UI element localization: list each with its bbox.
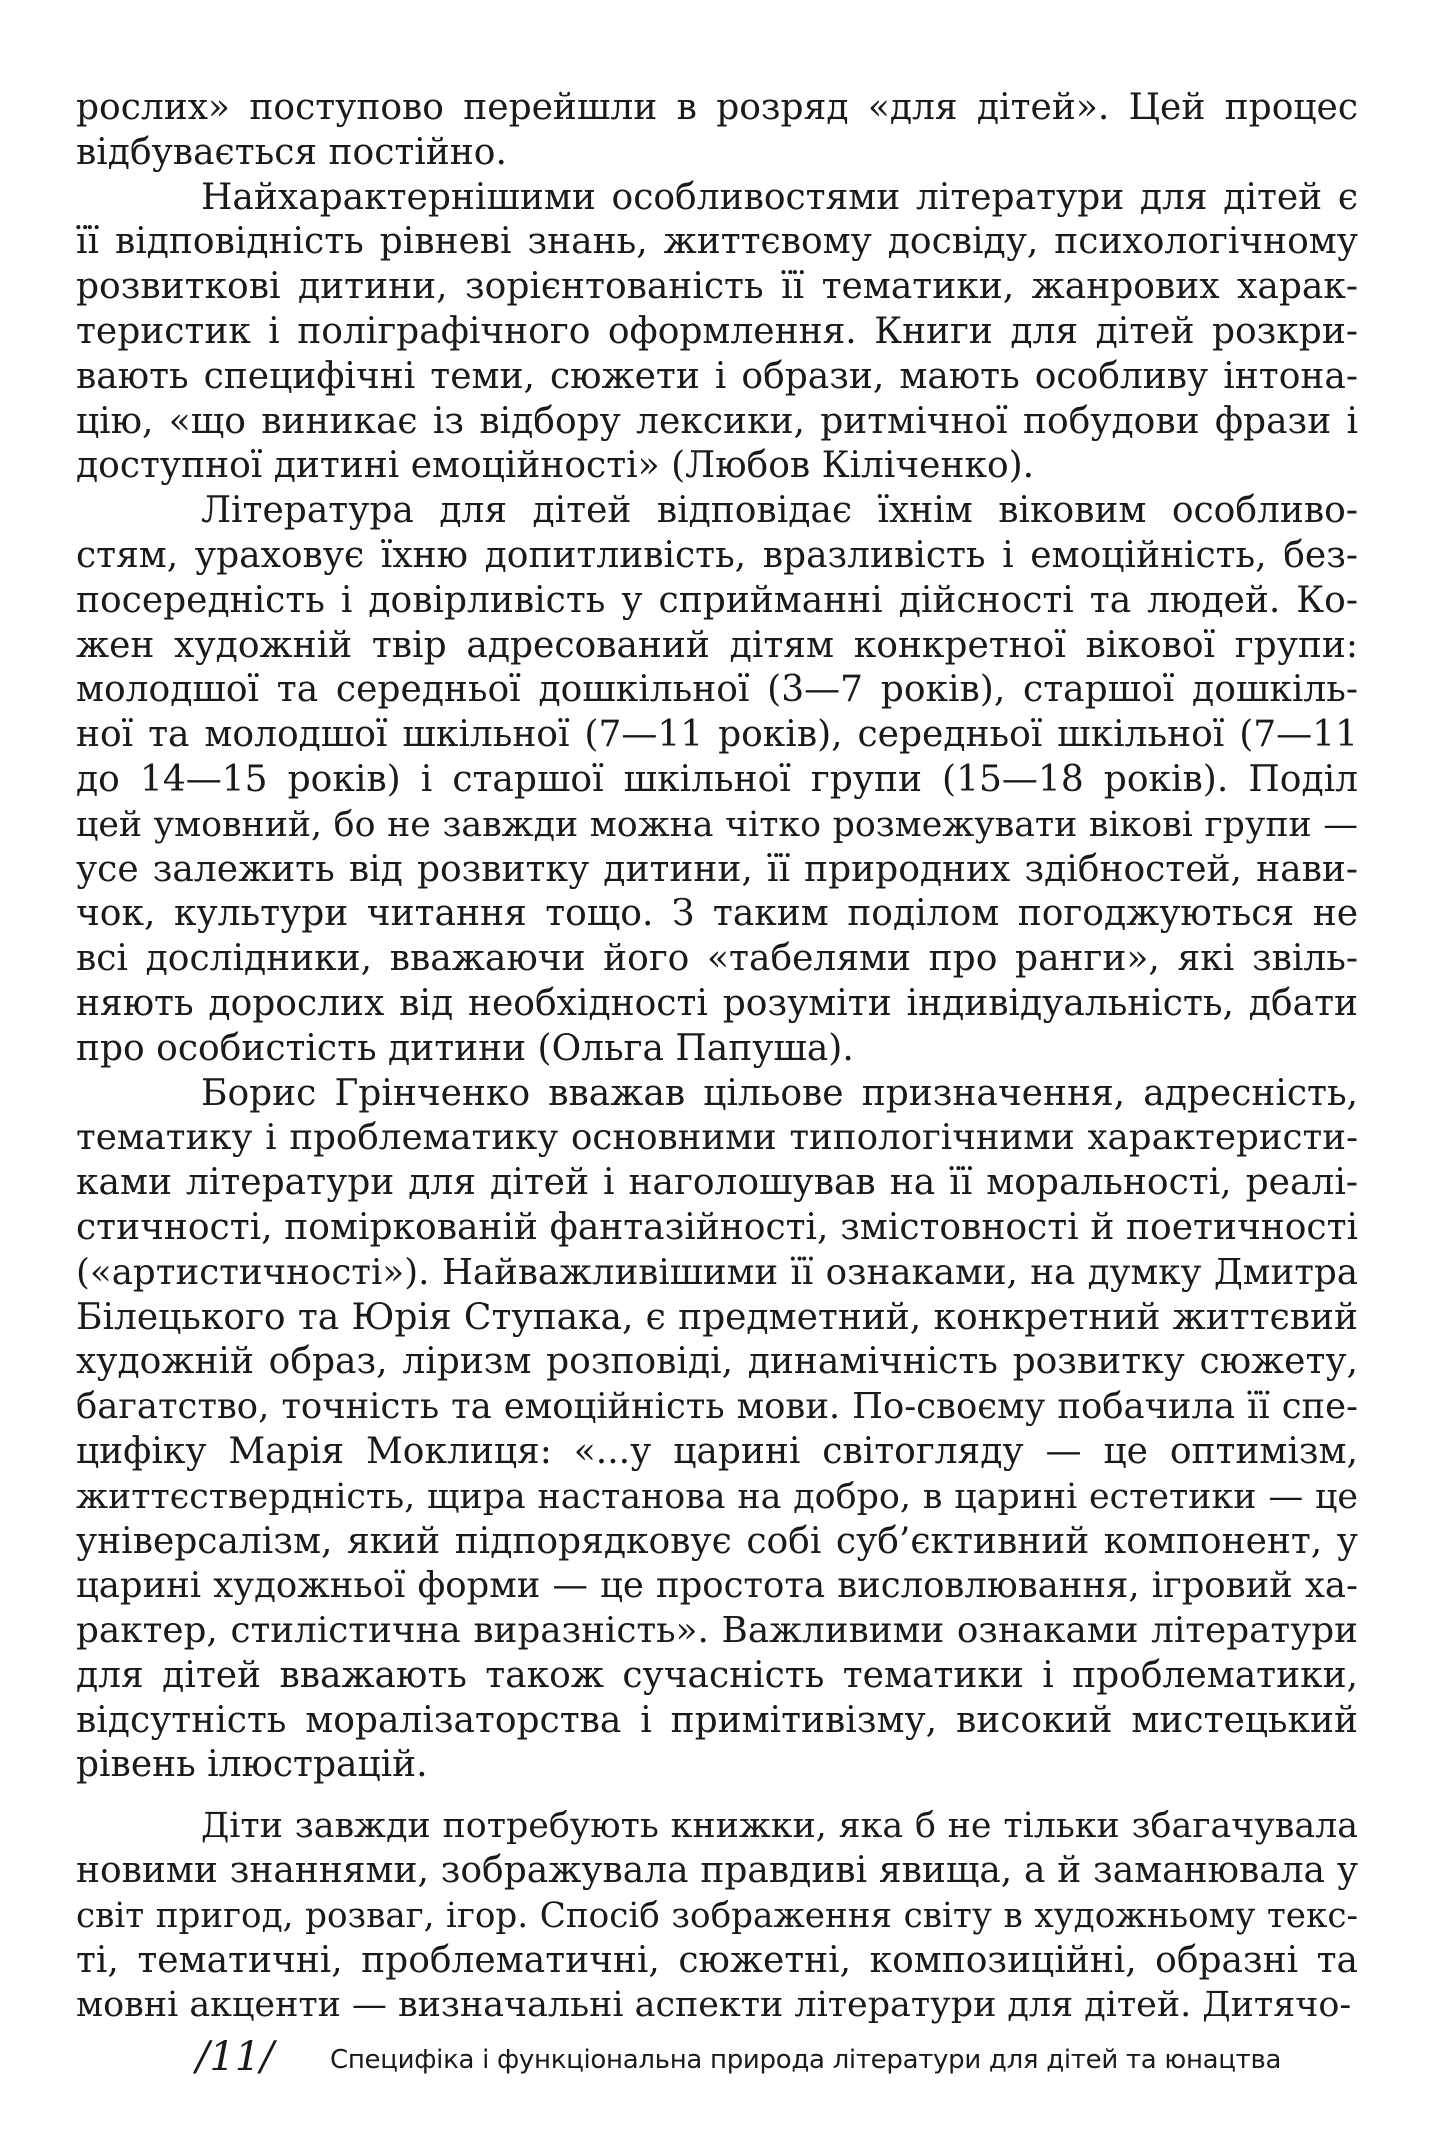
text-line: рівень ілюстрацій. xyxy=(76,1744,428,1786)
text-line: рослих» поступово перейшли в розряд «для дітей». Цей процес xyxy=(76,87,1358,128)
body-text xyxy=(76,86,1358,2028)
paragraph xyxy=(76,86,1358,176)
page-footer xyxy=(196,2032,1296,2088)
text-line: стичності, поміркованій фантазійності, змістовності й поетичності xyxy=(76,1206,1358,1248)
page-number: /11/ xyxy=(196,2034,274,2080)
text-line: стям, ураховує їхню допитливість, вразливість і емоційність, без- xyxy=(76,534,1358,576)
text-line: теристик і поліграфічного оформлення. Книги для дітей розкри- xyxy=(76,310,1358,352)
text-line: цію, «що виникає із відбору лексики, ритмічної побудови фрази і xyxy=(76,400,1358,442)
paragraph xyxy=(76,489,1358,1071)
text-line: світ пригод, розваг, ігор. Спосіб зображення світу в художньому текс- xyxy=(76,1895,1358,1936)
text-line: Діти завжди потребують книжки, яка б не тільки збагачувала xyxy=(201,1806,1358,1847)
text-line: Білецького та Юрія Ступака, є предметний, конкретний життєвий xyxy=(76,1296,1358,1338)
text-line: царині художньої форми — це простота висловлювання, ігровий ха- xyxy=(76,1565,1358,1607)
text-line: всі дослідники, вважаючи його «табелями про ранги», які звіль- xyxy=(76,938,1358,980)
text-line: Література для дітей відповідає їхнім віковим особливо- xyxy=(201,490,1358,532)
text-line: універсалізм, який підпорядковує собі суб’єктивний компонент, у xyxy=(76,1520,1358,1562)
text-line: відсутність моралізаторства і примітивізму, високий мистецький xyxy=(76,1699,1358,1741)
text-line: ті, тематичні, проблематичні, сюжетні, композиційні, образні та xyxy=(76,1939,1358,1981)
text-line: тематику і проблематику основними типологічними характеристи- xyxy=(76,1117,1358,1159)
text-line: усе залежить від розвитку дитини, її природних здібностей, нави- xyxy=(76,848,1358,890)
text-line: Найхарактернішими особливостями літератури для дітей є xyxy=(201,176,1358,218)
paragraph xyxy=(76,176,1358,490)
text-line: цей умовний, бо не завжди можна чітко розмежувати вікові групи — xyxy=(76,804,1358,845)
text-line: жен художній твір адресований дітям конкретної вікової групи: xyxy=(76,624,1358,666)
text-line: відбувається постійно. xyxy=(76,131,507,173)
text-line: про особистість дитини (Ольга Папуша). xyxy=(76,1027,854,1069)
text-line: няють дорослих від необхідності розуміти індивідуальність, дбати xyxy=(76,982,1358,1024)
text-line: новими знаннями, зображувала правдиві явища, а й заманювала у xyxy=(76,1850,1358,1892)
text-line: вають специфічні теми, сюжети і образи, мають особливу інтона- xyxy=(76,355,1358,397)
text-line: Борис Грінченко вважав цільове призначення, адресність, xyxy=(201,1072,1358,1114)
text-line: посередність і довірливість у сприйманні дійсності та людей. Ко- xyxy=(76,579,1358,621)
text-line: ками літератури для дітей і наголошував на її моральності, реалі- xyxy=(76,1162,1358,1204)
text-line: чок, культури читання тощо. З таким поділом погоджуються не xyxy=(76,893,1358,935)
text-line: рактер, стилістична виразність». Важливими ознаками літератури xyxy=(76,1610,1358,1652)
text-line: доступної дитині емоційності» (Любов Кіліченко). xyxy=(76,445,1035,487)
paragraph xyxy=(76,1804,1358,2028)
text-line: розвиткові дитини, зорієнтованість її тематики, жанрових харак- xyxy=(76,266,1358,308)
text-line: для дітей вважають також сучасність тематики і проблематики, xyxy=(76,1654,1358,1696)
paragraph xyxy=(76,1072,1358,1789)
text-line: до 14—15 років) і старшої шкільної групи (15—18 років). Поділ xyxy=(76,758,1358,800)
text-line: мовні акценти — визначальні аспекти літератури для дітей. Дитячо- xyxy=(76,1985,1352,2026)
paragraph-gap xyxy=(76,1788,1358,1804)
text-line: молодшої та середньої дошкільної (3—7 років), старшої дошкіль- xyxy=(76,669,1358,711)
text-line: художній образ, ліризм розповіді, динамічність розвитку сюжету, xyxy=(76,1341,1358,1383)
text-line: («артистичності»). Найважливішими її ознаками, на думку Дмитра xyxy=(76,1251,1358,1293)
text-line: її відповідність рівневі знань, життєвому досвіду, психологічному xyxy=(76,221,1358,263)
running-title: Специфіка і функціональна природа літератури для дітей та юнацтва xyxy=(330,2045,1282,2075)
text-line: багатство, точність та емоційність мови. По-своєму побачила її спе- xyxy=(76,1386,1358,1428)
text-line: цифіку Марія Моклиця: «...у царині світогляду — це оптимізм, xyxy=(76,1430,1358,1472)
text-line: ної та молодшої шкільної (7—11 років), середньої шкільної (7—11 xyxy=(76,714,1358,756)
text-line: життєствердність, щира настанова на добро, в царині естетики — це xyxy=(76,1476,1358,1517)
